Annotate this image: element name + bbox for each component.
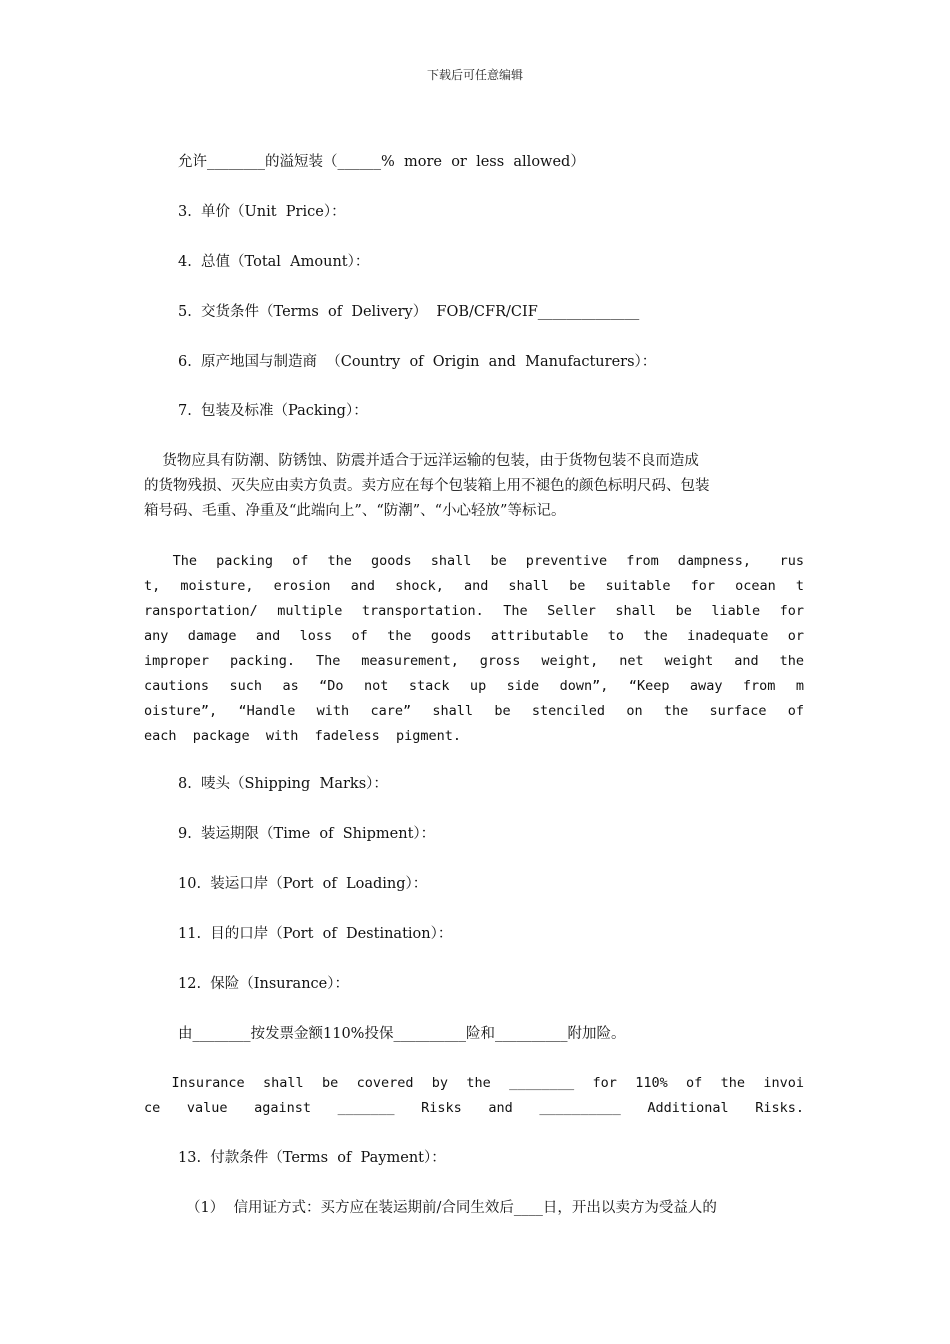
insurance-en-line: Insurance shall be covered by the ________ for 110% of the invoi [144,1075,804,1091]
clause-10-loading-port: 10. 装运口岸（Port of Loading）： [178,876,428,892]
page-header: 下载后可任意编辑 [426,68,523,82]
packing-en-line: any damage and loss of the goods attributable to the inadequate or [144,628,804,644]
clause-9-shipment-time: 9. 装运期限（Time of Shipment）： [178,826,436,842]
packing-en-line: oisture”, “Handle with care” shall be stenciled on the surface of [144,703,804,719]
packing-en-line: improper packing. The measurement, gross weight, net weight and the [144,653,804,669]
packing-paragraph-en [144,549,804,749]
clause-12-insurance: 12. 保险（Insurance）： [178,976,349,992]
clause-7-packing: 7. 包装及标准（Packing）： [178,403,368,419]
packing-en-line: t, moisture, erosion and shock, and shall be suitable for ocean t [144,578,804,594]
packing-en-line: each package with fadeless pigment. [144,728,461,744]
packing-en-line: cautions such as “Do not stack up side down”, “Keep away from m [144,678,804,694]
insurance-en-line: ce value against _______ Risks and __________ Additional Risks. [144,1100,804,1116]
packing-en-line: The packing of the goods shall be preventive from dampness, rus [144,553,804,569]
overshipment-clause: 允许________的溢短装（______% more or less allowed） [178,154,585,170]
clause-13-payment: 13. 付款条件（Terms of Payment）： [178,1150,446,1166]
insurance-paragraph-en [144,1071,804,1121]
payment-lc-line: （1） 信用证方式：买方应在装运期前/合同生效后____日，开出以卖方为受益人的 [186,1200,717,1216]
insurance-cn-line: 由________按发票金额110%投保__________险和__________附加险。 [178,1026,626,1042]
clause-4-total-amount: 4. 总值（Total Amount）： [178,254,370,270]
packing-paragraph-cn [144,449,804,524]
packing-cn-line: 箱号码、毛重、净重及“此端向上”、“防潮”、“小心轻放”等标记。 [144,503,566,519]
clause-5-delivery-terms: 5. 交货条件（Terms of Delivery） FOB/CFR/CIF______________ [178,304,640,320]
packing-cn-line: 的货物残损、灭失应由卖方负责。卖方应在每个包装箱上用不褪色的颜色标明尺码、包装 [144,478,710,494]
clause-8-shipping-marks: 8. 唛头（Shipping Marks）： [178,776,388,792]
clause-3-unit-price: 3. 单价（Unit Price）： [178,204,346,220]
packing-en-line: ransportation/ multiple transportation. The Seller shall be liable for [144,603,804,619]
packing-cn-line: 货物应具有防潮、防锈蚀、防震并适合于远洋运输的包装，由于货物包装不良而造成 [144,453,699,469]
clause-6-origin: 6. 原产地国与制造商 （Country of Origin and Manufacturers）： [178,354,657,370]
clause-11-destination-port: 11. 目的口岸（Port of Destination）： [178,926,453,942]
